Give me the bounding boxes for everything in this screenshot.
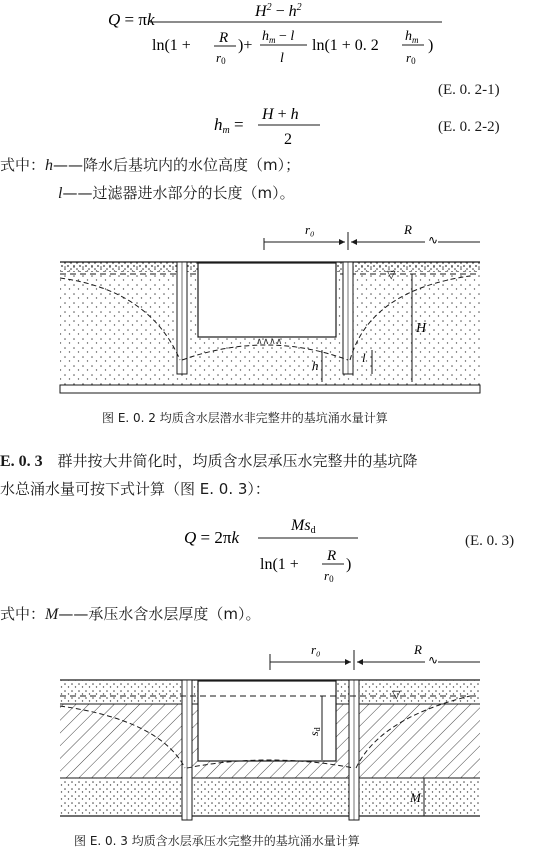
svg-text:∿: ∿ [428,233,439,247]
formula-e021-number: (E. 0. 2-1) [438,82,500,98]
symbol-M: M [45,606,59,623]
svg-text:r0: r0 [406,50,416,66]
where-h-text: ——降水后基坑内的水位高度（m）； [53,156,301,174]
svg-text:R: R [219,30,229,46]
formula-e022-number: (E. 0. 2-2) [438,119,500,135]
formula-e03-number: (E. 0. 3) [465,533,515,549]
figure-e03-diagram [0,640,533,830]
excavation-pit-2 [198,681,336,761]
where2-prefix: 式中： [0,605,46,623]
svg-text:∿: ∿ [428,653,439,667]
svg-text:H2 − h2: $H^2 - h^2$ [255,2,302,20]
label-r0: r₀ [305,222,315,237]
where-M-line [0,603,260,624]
where-l-text: ——过滤器进水部分的长度（m）。 [62,184,295,202]
label-M: M [410,790,421,805]
section-number: E. 0. 3 [0,453,43,470]
where-h-line [0,154,300,175]
formula-e022 [0,100,533,150]
figure-e02 [0,210,533,425]
svg-text:r0: r0 [216,50,226,66]
svg-text:▽: ▽ [387,269,396,281]
symbol-h: h [45,157,54,174]
svg-text:hm: $h_m$ [405,29,419,45]
symbol-l: l [58,185,63,202]
svg-text:hm =: hm = [214,115,244,136]
svg-text:R: R [327,548,337,564]
label-l: l [362,350,366,365]
svg-text:r0: r0 [324,568,334,584]
svg-text:∧∧∧∧: ∧∧∧∧ [256,336,283,346]
svg-text:H + h: H + h [262,106,299,123]
figure-e03 [0,640,533,850]
svg-text:hm − l: $h_m - l$ [262,29,295,45]
section-text-line1: 群井按大井简化时，均质含水层承压水完整井的基坑降 [57,452,418,470]
svg-text:2: 2 [284,131,292,148]
svg-text:Q = πk: Q = πk [108,10,155,29]
where-M-text: ——承压水含水层厚度（m）。 [58,605,261,623]
figure-e02-caption: 图 E. 0. 2 均质含水层潜水非完整井的基坑涌水量计算 [102,411,388,425]
label-r0-2: r₀ [311,642,321,657]
svg-text:Msd: Msd [291,517,316,536]
formula-e03-svg [0,505,533,585]
svg-text:▽: ▽ [392,689,401,701]
svg-text:ln(1 +: ln(1 + [260,556,299,573]
section-e03-line2: 水总涌水量可按下式计算（图 E. 0. 3）： [0,480,270,498]
formula-e03 [0,505,533,585]
svg-text:)+: )+ [238,37,253,54]
svg-text:): ) [346,556,352,573]
svg-text:l: l [280,51,284,66]
formula-e021 [0,0,533,100]
svg-text:ln(1 +: ln(1 + [152,37,191,54]
label-R: R [404,222,412,237]
where-l-line [58,182,295,203]
where-prefix: 式中： [0,156,46,174]
label-sd: sd [307,727,322,736]
svg-text:ln(1 + 0. 2: ln(1 + 0. 2 [312,37,379,54]
figure-e02-diagram [0,210,533,410]
svg-text:Q = 2πk: Q = 2πk [184,528,239,547]
section-e03-line1 [0,450,417,471]
excavation-pit [198,263,336,337]
svg-text:): ) [428,37,434,54]
label-h: h [312,358,319,373]
figure-e03-caption: 图 E. 0. 3 均质含水层承压水完整井的基坑涌水量计算 [74,834,360,848]
label-H: H [416,321,427,336]
label-R-2: R [414,642,422,657]
